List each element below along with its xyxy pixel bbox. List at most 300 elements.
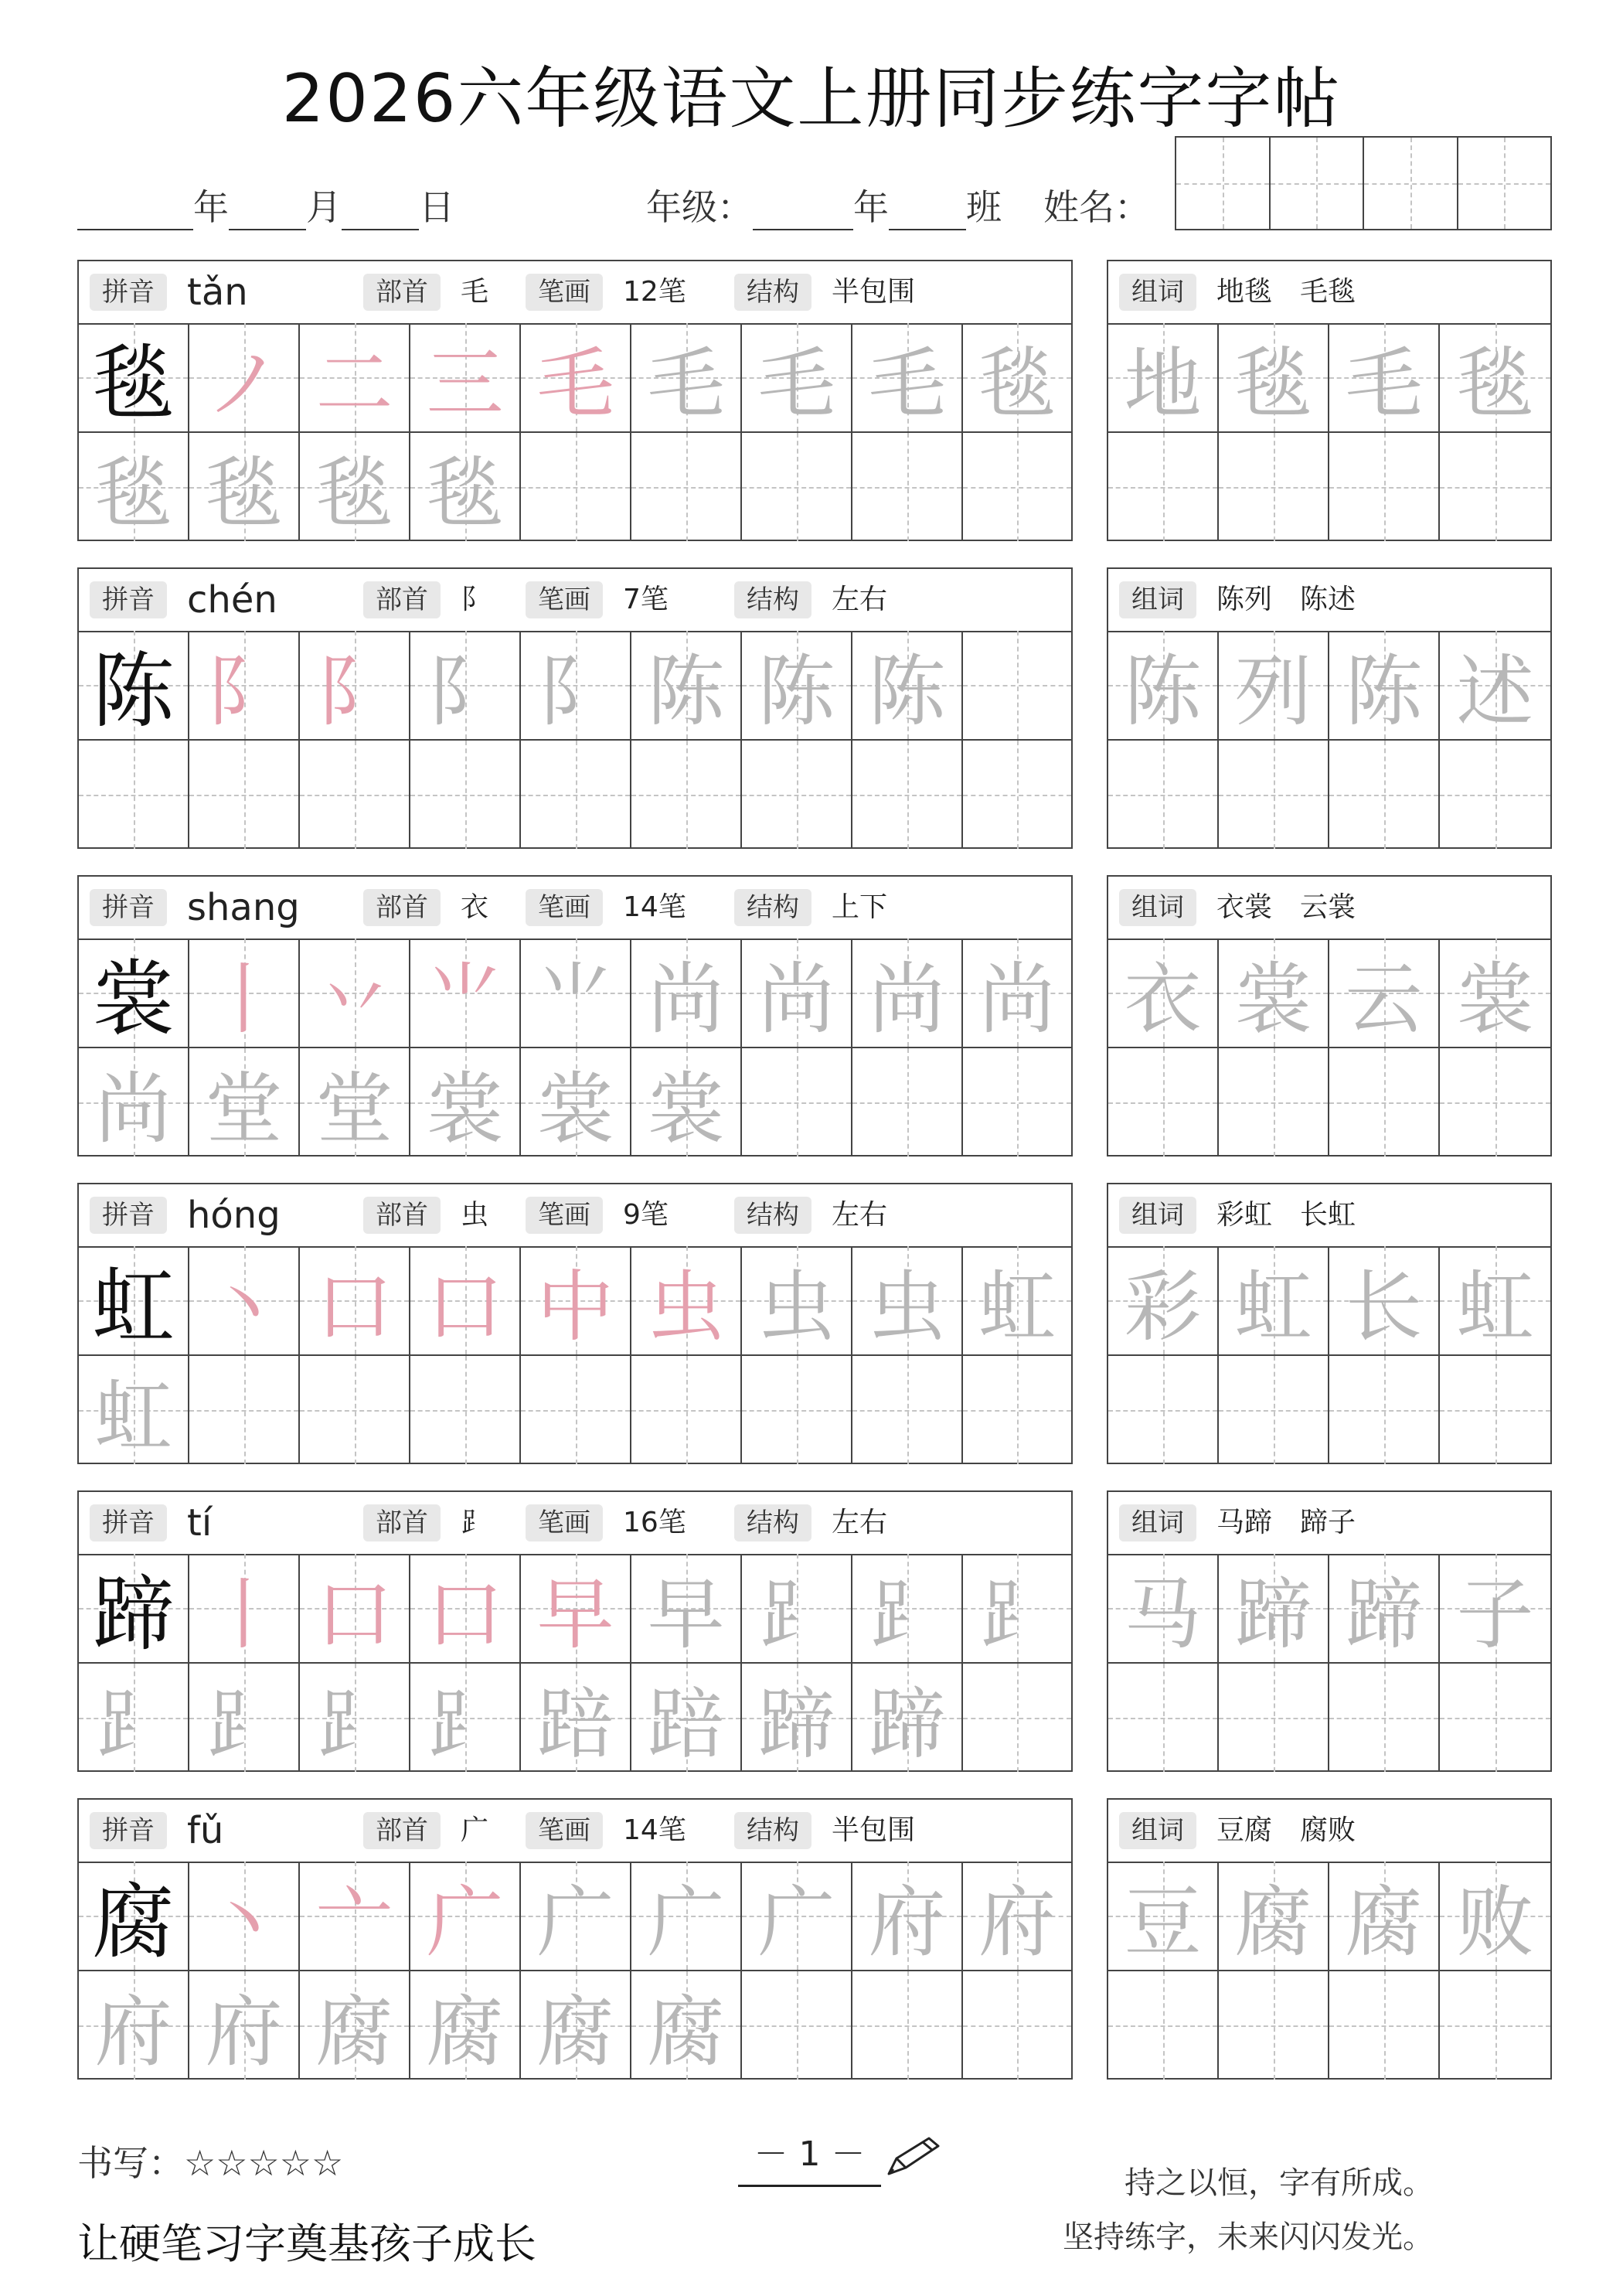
practice-cell[interactable] bbox=[631, 631, 742, 741]
practice-cell[interactable] bbox=[631, 1048, 742, 1157]
pinyin-tag: 拼音 bbox=[90, 1504, 167, 1541]
practice-cell[interactable] bbox=[521, 1048, 631, 1157]
guide-line-v bbox=[1274, 1971, 1275, 2080]
trace-char bbox=[852, 1971, 961, 2080]
trace-char: 裳 bbox=[426, 1064, 504, 1154]
trace-char bbox=[963, 1971, 1071, 2080]
word-cell bbox=[1329, 938, 1440, 1048]
practice-panel bbox=[77, 260, 1073, 541]
strokes-tag: 笔画 bbox=[526, 1197, 603, 1234]
practice-cell[interactable] bbox=[852, 631, 963, 741]
trace-char: 毛 bbox=[647, 339, 725, 429]
strokes-value: 7笔 bbox=[623, 584, 669, 615]
stroke-order-char: 虫 bbox=[647, 1262, 725, 1352]
words-value: 豆腐 腐败 bbox=[1216, 1814, 1356, 1846]
pinyin-tag: 拼音 bbox=[90, 274, 167, 311]
model-char-cell bbox=[79, 1246, 189, 1356]
practice-cell[interactable] bbox=[189, 1971, 300, 2080]
practice-cell[interactable] bbox=[742, 1048, 852, 1157]
model-char: 陈 bbox=[92, 644, 175, 739]
rating-label: 书写： bbox=[77, 2142, 184, 2184]
practice-cell[interactable] bbox=[79, 433, 189, 541]
word-cell[interactable] bbox=[1108, 741, 1219, 849]
words-tag: 组词 bbox=[1119, 1197, 1196, 1234]
practice-cell[interactable] bbox=[300, 631, 410, 741]
word-cell[interactable] bbox=[1108, 1664, 1219, 1772]
practice-cell[interactable] bbox=[189, 1554, 300, 1664]
practice-cell[interactable] bbox=[189, 433, 300, 541]
practice-cell[interactable] bbox=[410, 631, 521, 741]
year-blank[interactable] bbox=[77, 195, 193, 230]
word-cell bbox=[1329, 631, 1440, 741]
word-cell[interactable] bbox=[1329, 1664, 1440, 1772]
trace-char: 裳 bbox=[536, 1064, 614, 1154]
trace-char: 腐 bbox=[536, 1987, 614, 2077]
practice-cell[interactable] bbox=[300, 1971, 410, 2080]
radical-value: 毛 bbox=[461, 276, 489, 308]
guide-line-v bbox=[1384, 1664, 1386, 1772]
word-grid bbox=[1108, 1862, 1550, 2078]
trace-char: 尚 bbox=[978, 954, 1056, 1044]
word-trace-char: 虹 bbox=[1234, 1262, 1312, 1352]
practice-cell[interactable] bbox=[631, 1862, 742, 1971]
slogan: 让硬笔习字奠基孩子成长 bbox=[77, 2219, 536, 2268]
practice-cell[interactable] bbox=[742, 433, 852, 541]
stroke-order-char: 早 bbox=[536, 1569, 614, 1660]
name-cell[interactable] bbox=[1271, 138, 1365, 229]
practice-cell[interactable] bbox=[410, 1356, 521, 1464]
practice-cell[interactable] bbox=[410, 1554, 521, 1664]
practice-cell[interactable] bbox=[410, 323, 521, 433]
practice-cell[interactable] bbox=[631, 1664, 742, 1772]
model-char: 蹄 bbox=[92, 1567, 175, 1662]
stroke-order-char: 口 bbox=[426, 1262, 504, 1352]
practice-cell[interactable] bbox=[521, 323, 631, 433]
practice-cell[interactable] bbox=[852, 938, 963, 1048]
stroke-order-char: ⺌ bbox=[426, 954, 504, 1044]
strokes-tag: 笔画 bbox=[526, 581, 603, 618]
practice-cell[interactable] bbox=[631, 938, 742, 1048]
trace-char bbox=[410, 741, 519, 849]
radical-value: ⻊ bbox=[461, 1507, 489, 1538]
word-panel bbox=[1107, 567, 1552, 849]
stroke-order-char: 二 bbox=[315, 339, 393, 429]
trace-char: 尚 bbox=[647, 954, 725, 1044]
word-cell[interactable] bbox=[1329, 741, 1440, 849]
pinyin-value: hóng bbox=[187, 1194, 281, 1237]
practice-cell[interactable] bbox=[521, 631, 631, 741]
practice-cell[interactable] bbox=[742, 1862, 852, 1971]
practice-cell[interactable] bbox=[852, 741, 963, 849]
class-blank[interactable] bbox=[889, 195, 966, 230]
model-char-cell bbox=[79, 1862, 189, 1971]
guide-line-v bbox=[1495, 1048, 1497, 1157]
stroke-order-char: 阝 bbox=[315, 646, 393, 737]
word-trace-char: 毯 bbox=[1456, 339, 1534, 429]
word-cell[interactable] bbox=[1440, 741, 1550, 849]
page-number-area bbox=[738, 2126, 962, 2188]
practice-cell[interactable] bbox=[300, 741, 410, 849]
word-trace-char: 裳 bbox=[1234, 954, 1312, 1044]
day-blank[interactable] bbox=[342, 195, 419, 230]
practice-cell[interactable] bbox=[963, 433, 1071, 541]
trace-char bbox=[963, 1048, 1071, 1157]
practice-cell[interactable] bbox=[852, 1356, 963, 1464]
strokes-value: 12笔 bbox=[623, 276, 686, 308]
strokes-value: 16笔 bbox=[623, 1507, 686, 1538]
radical-tag: 部首 bbox=[363, 1812, 441, 1849]
practice-cell[interactable] bbox=[963, 1664, 1071, 1772]
word-cell bbox=[1219, 323, 1329, 433]
word-cell[interactable] bbox=[1219, 433, 1329, 541]
words-tag: 组词 bbox=[1119, 889, 1196, 926]
practice-cell[interactable] bbox=[963, 631, 1071, 741]
word-cell bbox=[1108, 323, 1219, 433]
practice-cell[interactable] bbox=[189, 938, 300, 1048]
structure-tag: 结构 bbox=[734, 1812, 812, 1849]
word-grid bbox=[1108, 323, 1550, 540]
practice-cell[interactable] bbox=[300, 1664, 410, 1772]
day-suffix: 日 bbox=[419, 186, 454, 228]
structure-tag: 结构 bbox=[734, 889, 812, 926]
guide-line-v bbox=[1495, 1971, 1497, 2080]
practice-cell[interactable] bbox=[631, 323, 742, 433]
practice-cell[interactable] bbox=[410, 1048, 521, 1157]
word-cell[interactable] bbox=[1329, 433, 1440, 541]
trace-char: ⻊ bbox=[978, 1569, 1056, 1660]
practice-cell[interactable] bbox=[300, 323, 410, 433]
pinyin-value: shang bbox=[187, 886, 300, 929]
practice-cell[interactable] bbox=[963, 1971, 1071, 2080]
word-cell[interactable] bbox=[1219, 1971, 1329, 2080]
practice-cell[interactable] bbox=[521, 1246, 631, 1356]
trace-char: ⻊ bbox=[205, 1679, 283, 1770]
practice-cell[interactable] bbox=[521, 1862, 631, 1971]
word-cell bbox=[1108, 1862, 1219, 1971]
word-cell[interactable] bbox=[1108, 433, 1219, 541]
practice-cell[interactable] bbox=[742, 1246, 852, 1356]
trace-char: 毛 bbox=[868, 339, 946, 429]
practice-cell[interactable] bbox=[631, 1971, 742, 2080]
guide-line-v bbox=[1384, 433, 1386, 541]
practice-cell[interactable] bbox=[742, 1664, 852, 1772]
word-cell[interactable] bbox=[1219, 1356, 1329, 1464]
word-cell bbox=[1329, 323, 1440, 433]
strokes-tag: 笔画 bbox=[526, 1504, 603, 1541]
month-blank[interactable] bbox=[229, 195, 306, 230]
practice-cell[interactable] bbox=[963, 1862, 1071, 1971]
stroke-order-char: 阝 bbox=[205, 646, 283, 737]
page-title: 2026六年级语文上册同步练字字帖 bbox=[281, 60, 1342, 138]
word-trace-char: 豆 bbox=[1124, 1877, 1202, 1967]
practice-cell[interactable] bbox=[742, 741, 852, 849]
trace-char: 堂 bbox=[315, 1064, 393, 1154]
grade-blank[interactable] bbox=[753, 195, 853, 230]
practice-cell[interactable] bbox=[852, 1862, 963, 1971]
practice-cell[interactable] bbox=[963, 1356, 1071, 1464]
stroke-order-char: 丶 bbox=[205, 1877, 283, 1967]
practice-cell[interactable] bbox=[742, 1356, 852, 1464]
name-cell[interactable] bbox=[1176, 138, 1271, 229]
stroke-order-char: 丨 bbox=[205, 1569, 283, 1660]
trace-char: 府 bbox=[868, 1877, 946, 1967]
guide-line-v bbox=[1384, 741, 1386, 849]
practice-cell[interactable] bbox=[742, 631, 852, 741]
guide-line-v bbox=[1274, 1356, 1275, 1464]
words-value: 陈列 陈述 bbox=[1216, 584, 1356, 615]
trace-char: 虫 bbox=[868, 1262, 946, 1352]
practice-cell[interactable] bbox=[852, 1971, 963, 2080]
practice-cell[interactable] bbox=[410, 1664, 521, 1772]
practice-cell[interactable] bbox=[852, 1664, 963, 1772]
practice-cell[interactable] bbox=[742, 1554, 852, 1664]
practice-cell[interactable] bbox=[410, 1971, 521, 2080]
guide-line-v bbox=[1384, 1356, 1386, 1464]
practice-panel bbox=[77, 1490, 1073, 1772]
structure-value: 半包围 bbox=[832, 1814, 916, 1846]
trace-char: 府 bbox=[94, 1987, 172, 2077]
word-cell bbox=[1329, 1554, 1440, 1664]
practice-cell[interactable] bbox=[189, 323, 300, 433]
practice-cell[interactable] bbox=[300, 1246, 410, 1356]
guide-line-v bbox=[1384, 1048, 1386, 1157]
word-cell bbox=[1108, 1554, 1219, 1664]
word-cell bbox=[1219, 631, 1329, 741]
model-char-cell bbox=[79, 323, 189, 433]
practice-cell[interactable] bbox=[631, 1356, 742, 1464]
grade-line bbox=[646, 179, 1002, 230]
trace-char bbox=[300, 1356, 409, 1464]
trace-char: 广 bbox=[647, 1877, 725, 1967]
practice-cell[interactable] bbox=[300, 1862, 410, 1971]
practice-cell[interactable] bbox=[410, 938, 521, 1048]
name-cell[interactable] bbox=[1364, 138, 1458, 229]
month-suffix: 月 bbox=[306, 186, 342, 228]
practice-cell[interactable] bbox=[852, 1554, 963, 1664]
practice-cell[interactable] bbox=[631, 1246, 742, 1356]
trace-char: 陈 bbox=[868, 646, 946, 737]
word-cell bbox=[1440, 323, 1550, 433]
quote-line-1: 持之以恒，字有所成。 bbox=[1125, 2165, 1434, 2201]
words-tag: 组词 bbox=[1119, 581, 1196, 618]
guide-line-v bbox=[1274, 1048, 1275, 1157]
word-grid bbox=[1108, 938, 1550, 1155]
name-label: 姓名： bbox=[1043, 186, 1150, 228]
trace-char bbox=[631, 741, 740, 849]
practice-cell[interactable] bbox=[410, 1246, 521, 1356]
practice-cell[interactable] bbox=[852, 323, 963, 433]
word-trace-char: 马 bbox=[1124, 1569, 1202, 1660]
word-cell[interactable] bbox=[1108, 1971, 1219, 2080]
radical-value: 虫 bbox=[461, 1199, 489, 1231]
rating-stars[interactable]: ☆☆☆☆☆ bbox=[184, 2142, 344, 2184]
guide-line-v bbox=[1163, 433, 1165, 541]
practice-cell[interactable] bbox=[410, 433, 521, 541]
practice-cell[interactable] bbox=[631, 1554, 742, 1664]
word-cell[interactable] bbox=[1440, 1971, 1550, 2080]
trace-char: 腐 bbox=[647, 1987, 725, 2077]
practice-cell[interactable] bbox=[300, 938, 410, 1048]
word-cell[interactable] bbox=[1219, 1048, 1329, 1157]
practice-cell[interactable] bbox=[521, 1356, 631, 1464]
name-cell[interactable] bbox=[1458, 138, 1551, 229]
word-trace-char: 裳 bbox=[1456, 954, 1534, 1044]
stroke-order-char: 广 bbox=[426, 1877, 504, 1967]
trace-char bbox=[963, 1356, 1071, 1464]
radical-tag: 部首 bbox=[363, 1504, 441, 1541]
structure-tag: 结构 bbox=[734, 581, 812, 618]
stroke-order-char: 口 bbox=[315, 1569, 393, 1660]
word-trace-char: 长 bbox=[1345, 1262, 1423, 1352]
word-trace-char: 述 bbox=[1456, 646, 1534, 737]
trace-char: 尚 bbox=[868, 954, 946, 1044]
word-cell[interactable] bbox=[1329, 1356, 1440, 1464]
practice-cell[interactable] bbox=[189, 741, 300, 849]
pinyin-tag: 拼音 bbox=[90, 1812, 167, 1849]
practice-grid bbox=[79, 1554, 1071, 1770]
practice-cell[interactable] bbox=[852, 1246, 963, 1356]
trace-char: 早 bbox=[647, 1569, 725, 1660]
practice-cell[interactable] bbox=[963, 1554, 1071, 1664]
word-cell bbox=[1219, 938, 1329, 1048]
word-trace-char: 彩 bbox=[1124, 1262, 1202, 1352]
practice-cell[interactable] bbox=[300, 1356, 410, 1464]
word-cell[interactable] bbox=[1440, 1048, 1550, 1157]
word-cell[interactable] bbox=[1329, 1971, 1440, 2080]
model-char-cell bbox=[79, 1554, 189, 1664]
guide-line-v bbox=[1163, 1356, 1165, 1464]
stroke-order-char: 丨 bbox=[205, 954, 283, 1044]
trace-char: 蹄 bbox=[868, 1679, 946, 1770]
practice-cell[interactable] bbox=[189, 1356, 300, 1464]
practice-cell[interactable] bbox=[410, 1862, 521, 1971]
trace-char bbox=[742, 433, 851, 541]
word-cell[interactable] bbox=[1219, 1664, 1329, 1772]
trace-char: 腐 bbox=[426, 1987, 504, 2077]
word-cell bbox=[1440, 1554, 1550, 1664]
practice-cell[interactable] bbox=[521, 938, 631, 1048]
name-writing-grid[interactable] bbox=[1175, 136, 1552, 230]
trace-char: ⻊ bbox=[868, 1569, 946, 1660]
trace-char bbox=[79, 741, 188, 849]
words-value: 彩虹 长虹 bbox=[1216, 1199, 1356, 1231]
practice-cell[interactable] bbox=[79, 1664, 189, 1772]
trace-char: 阝 bbox=[426, 646, 504, 737]
trace-char bbox=[300, 741, 409, 849]
structure-value: 左右 bbox=[832, 1507, 888, 1538]
practice-cell[interactable] bbox=[963, 938, 1071, 1048]
practice-cell[interactable] bbox=[963, 741, 1071, 849]
practice-cell[interactable] bbox=[963, 1246, 1071, 1356]
practice-cell[interactable] bbox=[742, 323, 852, 433]
word-cell bbox=[1108, 1246, 1219, 1356]
practice-cell[interactable] bbox=[742, 938, 852, 1048]
structure-value: 上下 bbox=[832, 891, 888, 923]
practice-cell[interactable] bbox=[300, 1048, 410, 1157]
trace-char: 虹 bbox=[978, 1262, 1056, 1352]
trace-char: 尚 bbox=[757, 954, 835, 1044]
practice-cell[interactable] bbox=[189, 1664, 300, 1772]
practice-cell[interactable] bbox=[79, 741, 189, 849]
trace-char bbox=[189, 741, 298, 849]
practice-grid bbox=[79, 1246, 1071, 1463]
practice-cell[interactable] bbox=[79, 1048, 189, 1157]
practice-cell[interactable] bbox=[631, 433, 742, 541]
word-cell bbox=[1108, 631, 1219, 741]
practice-cell[interactable] bbox=[521, 433, 631, 541]
practice-cell[interactable] bbox=[963, 323, 1071, 433]
word-cell bbox=[1219, 1862, 1329, 1971]
practice-grid bbox=[79, 938, 1071, 1155]
trace-char bbox=[631, 1356, 740, 1464]
practice-panel bbox=[77, 1183, 1073, 1464]
practice-cell[interactable] bbox=[189, 1862, 300, 1971]
practice-cell[interactable] bbox=[79, 1971, 189, 2080]
word-cell[interactable] bbox=[1219, 741, 1329, 849]
radical-tag: 部首 bbox=[363, 1197, 441, 1234]
practice-cell[interactable] bbox=[300, 1554, 410, 1664]
practice-grid bbox=[79, 323, 1071, 540]
practice-cell[interactable] bbox=[521, 1554, 631, 1664]
guide-line-v bbox=[1163, 1971, 1165, 2080]
practice-cell[interactable] bbox=[521, 1971, 631, 2080]
practice-grid bbox=[79, 1862, 1071, 2078]
word-cell[interactable] bbox=[1440, 433, 1550, 541]
practice-cell[interactable] bbox=[852, 1048, 963, 1157]
practice-cell[interactable] bbox=[189, 631, 300, 741]
guide-line-v bbox=[1163, 741, 1165, 849]
word-trace-char: 腐 bbox=[1234, 1877, 1312, 1967]
guide-line-v bbox=[1384, 1971, 1386, 2080]
stroke-order-char: 亠 bbox=[315, 1877, 393, 1967]
practice-cell[interactable] bbox=[521, 1664, 631, 1772]
practice-cell[interactable] bbox=[521, 741, 631, 849]
practice-cell[interactable] bbox=[189, 1246, 300, 1356]
practice-cell[interactable] bbox=[79, 1356, 189, 1464]
practice-cell[interactable] bbox=[963, 1048, 1071, 1157]
practice-cell[interactable] bbox=[300, 433, 410, 541]
trace-char bbox=[852, 1356, 961, 1464]
practice-cell[interactable] bbox=[852, 433, 963, 541]
strokes-value: 14笔 bbox=[623, 891, 686, 923]
pen-icon bbox=[881, 2135, 943, 2178]
model-char-cell bbox=[79, 938, 189, 1048]
word-cell[interactable] bbox=[1108, 1048, 1219, 1157]
word-cell[interactable] bbox=[1440, 1664, 1550, 1772]
grade-suffix: 年 bbox=[853, 186, 889, 228]
structure-value: 左右 bbox=[832, 584, 888, 615]
word-panel bbox=[1107, 260, 1552, 541]
trace-char: 堂 bbox=[205, 1064, 283, 1154]
stroke-order-char: ノ bbox=[205, 339, 283, 429]
word-cell[interactable] bbox=[1440, 1356, 1550, 1464]
stroke-order-char: 中 bbox=[536, 1262, 614, 1352]
practice-cell[interactable] bbox=[189, 1048, 300, 1157]
guide-line-v bbox=[1495, 1356, 1497, 1464]
practice-cell[interactable] bbox=[410, 741, 521, 849]
word-cell[interactable] bbox=[1108, 1356, 1219, 1464]
word-panel bbox=[1107, 1490, 1552, 1772]
practice-cell[interactable] bbox=[742, 1971, 852, 2080]
rating bbox=[77, 2135, 343, 2186]
trace-char bbox=[742, 1356, 851, 1464]
trace-char: 陈 bbox=[647, 646, 725, 737]
stroke-order-char: 三 bbox=[426, 339, 504, 429]
trace-char: 毯 bbox=[978, 339, 1056, 429]
practice-cell[interactable] bbox=[631, 741, 742, 849]
word-cell[interactable] bbox=[1329, 1048, 1440, 1157]
practice-panel bbox=[77, 1798, 1073, 2080]
